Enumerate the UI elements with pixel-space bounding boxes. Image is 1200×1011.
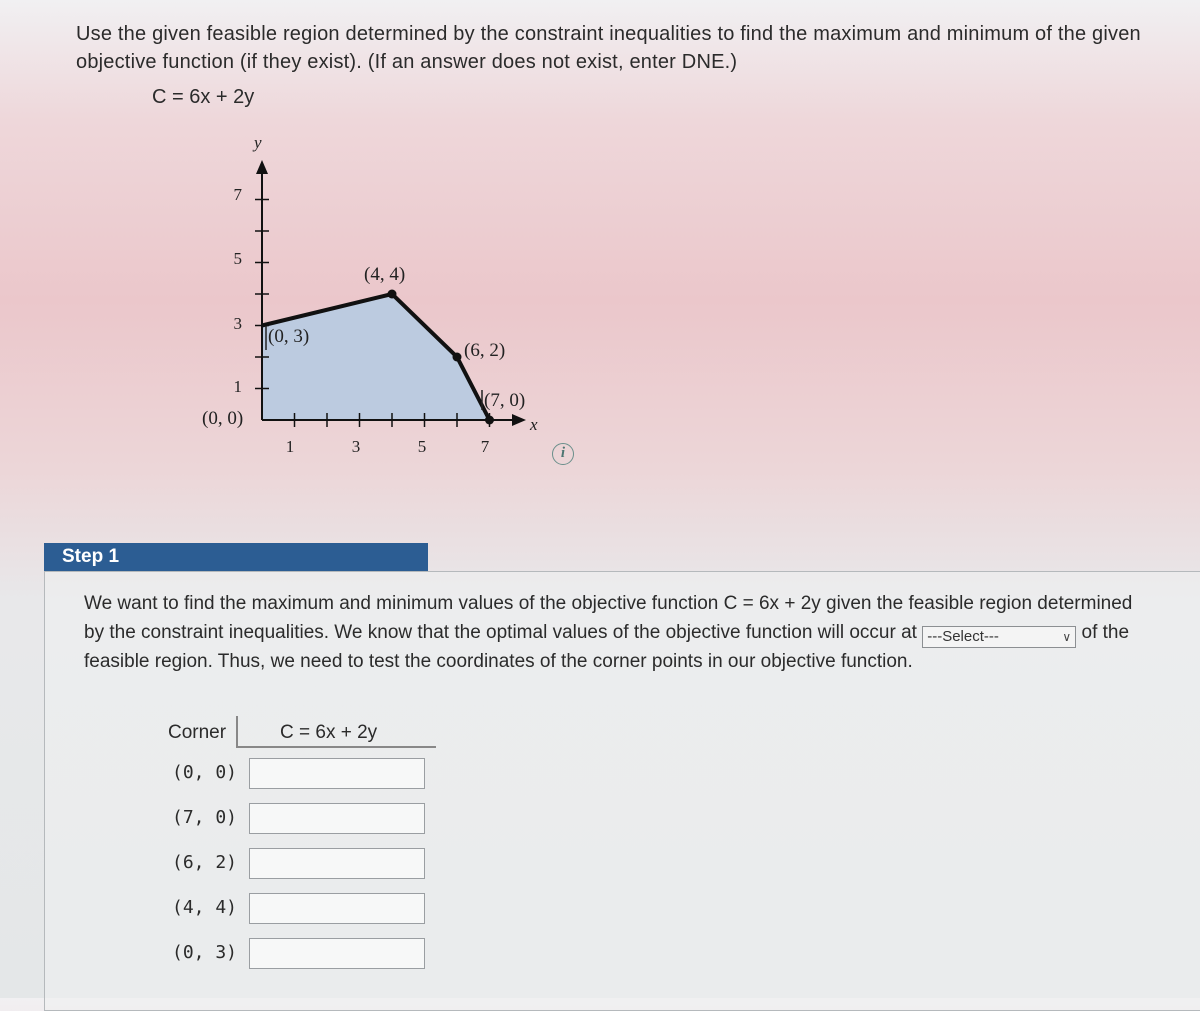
y-tick-label: 5 xyxy=(233,249,242,268)
info-icon[interactable]: i xyxy=(552,443,574,465)
feasible-region-graph xyxy=(180,128,560,468)
table-row xyxy=(166,758,436,792)
corner-label: (4, 4) xyxy=(172,897,238,918)
y-tick-label: 3 xyxy=(233,314,242,333)
corner-label: (6, 2) xyxy=(172,852,238,873)
objective-value-input[interactable] xyxy=(249,848,425,879)
column-header-objective: C = 6x + 2y xyxy=(280,722,378,743)
header-underline xyxy=(236,746,436,748)
vertex-label: (6, 2) xyxy=(464,340,506,361)
vertex-label: (0, 0) xyxy=(202,408,244,429)
step-explanation xyxy=(84,590,1144,676)
objective-value-input[interactable] xyxy=(249,938,425,969)
vertex-dot xyxy=(388,290,397,299)
objective-function: C = 6x + 2y xyxy=(152,86,255,108)
y-axis-label: y xyxy=(254,133,262,152)
vertex-dot xyxy=(485,416,494,425)
vertex-dot xyxy=(453,353,462,362)
step-text-before: We want to find the maximum and minimum values of the objective function C = 6x + 2y given the feasible region determined by the constraint inequalities. We know that the optimal values of the objective function will occur at xyxy=(84,593,1133,643)
corner-label: (0, 3) xyxy=(172,942,238,963)
table-row xyxy=(166,893,436,927)
x-tick-label: 7 xyxy=(480,437,490,456)
chevron-down-icon: ∨ xyxy=(1062,629,1072,644)
y-tick-label: 1 xyxy=(233,377,242,396)
vertex-label: (7, 0) xyxy=(484,390,526,411)
y-axis-arrow xyxy=(256,160,268,174)
x-axis-label: x xyxy=(530,415,538,434)
objective-value-input[interactable] xyxy=(249,803,425,834)
corner-label: (0, 0) xyxy=(172,762,238,783)
y-tick-label: 7 xyxy=(233,185,242,204)
x-axis-arrow xyxy=(512,414,526,426)
corner-table xyxy=(166,716,436,976)
corner-location-select[interactable] xyxy=(922,626,1076,648)
objective-value-input[interactable] xyxy=(249,893,425,924)
x-tick-label: 1 xyxy=(285,437,295,456)
objective-value-input[interactable] xyxy=(249,758,425,789)
column-header-corner: Corner xyxy=(168,722,227,743)
select-value: ---Select--- xyxy=(927,627,999,645)
step-text-after: of the feasible region. Thus, we need to test the coordinates of the corner points in our objective function. xyxy=(84,621,1130,672)
vertex-label: (4, 4) xyxy=(364,264,406,285)
question-text: Use the given feasible region determined by the constraint inequalities to find the maximum and minimum of the given objective function (if they exist). (If an answer does not exist, enter DNE.) xyxy=(76,23,1141,73)
corner-label: (7, 0) xyxy=(172,807,238,828)
step-header: Step 1 xyxy=(44,543,428,571)
table-row xyxy=(166,803,436,837)
table-row xyxy=(166,938,436,972)
header-divider xyxy=(236,716,238,746)
table-row xyxy=(166,848,436,882)
vertex-label: (0, 3) xyxy=(268,326,310,347)
x-tick-label: 3 xyxy=(351,437,361,456)
x-tick-label: 5 xyxy=(417,437,427,456)
